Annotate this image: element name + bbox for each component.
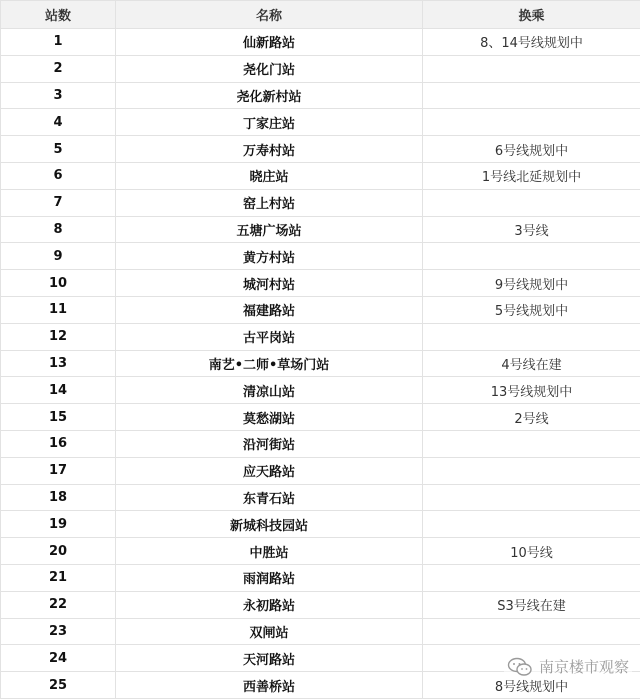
station-name-cell: 五塘广场站 (116, 216, 423, 243)
station-name-cell: 天河路站 (116, 645, 423, 672)
table-row (1, 538, 640, 565)
station-number-cell: 7 (1, 189, 116, 216)
station-name-cell: 莫愁湖站 (116, 404, 423, 431)
transfer-cell (423, 55, 640, 82)
station-number-cell: 5 (1, 136, 116, 163)
station-name-cell: 沿河街站 (116, 430, 423, 457)
station-name-cell: 万寿村站 (116, 136, 423, 163)
station-name-cell: 窑上村站 (116, 189, 423, 216)
transfer-cell: 10号线 (423, 538, 640, 565)
table-row (1, 618, 640, 645)
station-name-cell: 永初路站 (116, 591, 423, 618)
station-name-cell: 西善桥站 (116, 672, 423, 699)
header-station-number: 站数 (1, 1, 116, 29)
station-name-cell: 应天路站 (116, 457, 423, 484)
station-name-cell: 丁家庄站 (116, 109, 423, 136)
station-name-cell: 古平岗站 (116, 323, 423, 350)
table-row (1, 296, 640, 323)
station-name-cell: 新城科技园站 (116, 511, 423, 538)
station-number-cell: 20 (1, 538, 116, 565)
station-name-cell: 雨润路站 (116, 564, 423, 591)
station-name-cell: 东青石站 (116, 484, 423, 511)
table-row (1, 270, 640, 297)
table-row (1, 162, 640, 189)
table-row (1, 404, 640, 431)
station-name-cell: 晓庄站 (116, 162, 423, 189)
station-number-cell: 9 (1, 243, 116, 270)
station-name-cell: 中胜站 (116, 538, 423, 565)
station-number-cell: 1 (1, 29, 116, 56)
table-row (1, 82, 640, 109)
station-name-cell: 清凉山站 (116, 377, 423, 404)
transfer-cell: 9号线规划中 (423, 270, 640, 297)
transfer-cell (423, 457, 640, 484)
table-row (1, 243, 640, 270)
station-name-cell: 双闸站 (116, 618, 423, 645)
transfer-cell (423, 82, 640, 109)
station-number-cell: 8 (1, 216, 116, 243)
transfer-cell: 13号线规划中 (423, 377, 640, 404)
transfer-cell: 1号线北延规划中 (423, 162, 640, 189)
station-number-cell: 10 (1, 270, 116, 297)
table-row (1, 430, 640, 457)
station-number-cell: 15 (1, 404, 116, 431)
watermark (504, 655, 632, 678)
station-number-cell: 12 (1, 323, 116, 350)
table-row (1, 591, 640, 618)
header-transfer: 换乘 (423, 1, 640, 29)
transfer-cell: 8、14号线规划中 (423, 29, 640, 56)
transfer-cell: 5号线规划中 (423, 296, 640, 323)
station-number-cell: 22 (1, 591, 116, 618)
transfer-cell: 8号线规划中 (423, 672, 640, 699)
table-row (1, 511, 640, 538)
station-number-cell: 18 (1, 484, 116, 511)
table-row (1, 564, 640, 591)
station-number-cell: 17 (1, 457, 116, 484)
station-number-cell: 6 (1, 162, 116, 189)
station-name-cell: 城河村站 (116, 270, 423, 297)
transfer-cell (423, 618, 640, 645)
station-number-cell: 24 (1, 645, 116, 672)
station-number-cell: 23 (1, 618, 116, 645)
wechat-icon (507, 657, 533, 677)
station-number-cell: 21 (1, 564, 116, 591)
table-row (1, 189, 640, 216)
station-number-cell: 4 (1, 109, 116, 136)
station-number-cell: 14 (1, 377, 116, 404)
table-row (1, 216, 640, 243)
station-number-cell: 25 (1, 672, 116, 699)
table-row (1, 350, 640, 377)
header-station-name: 名称 (116, 1, 423, 29)
station-number-cell: 11 (1, 296, 116, 323)
transfer-cell (423, 511, 640, 538)
station-number-cell: 13 (1, 350, 116, 377)
table-row (1, 29, 640, 56)
transfer-cell (423, 484, 640, 511)
station-name-cell: 尧化新村站 (116, 82, 423, 109)
station-number-cell: 16 (1, 430, 116, 457)
transfer-cell: 3号线 (423, 216, 640, 243)
station-number-cell: 19 (1, 511, 116, 538)
transfer-cell: 4号线在建 (423, 350, 640, 377)
table-row (1, 457, 640, 484)
transfer-cell (423, 430, 640, 457)
table-header (1, 1, 640, 29)
table-row (1, 109, 640, 136)
table-row (1, 55, 640, 82)
station-name-cell: 尧化门站 (116, 55, 423, 82)
station-number-cell: 2 (1, 55, 116, 82)
table-row (1, 484, 640, 511)
transfer-cell (423, 243, 640, 270)
watermark-text: 南京楼市观察 (539, 656, 629, 677)
transfer-cell: 6号线规划中 (423, 136, 640, 163)
transfer-cell (423, 109, 640, 136)
header-row (1, 1, 640, 29)
station-name-cell: 仙新路站 (116, 29, 423, 56)
table-row (1, 377, 640, 404)
transfer-cell (423, 189, 640, 216)
transfer-cell (423, 323, 640, 350)
station-number-cell: 3 (1, 82, 116, 109)
transfer-cell: S3号线在建 (423, 591, 640, 618)
station-name-cell: 黄方村站 (116, 243, 423, 270)
transfer-cell: 2号线 (423, 404, 640, 431)
station-name-cell: 福建路站 (116, 296, 423, 323)
station-name-cell: 南艺•二师•草场门站 (116, 350, 423, 377)
table-row (1, 136, 640, 163)
transfer-cell (423, 564, 640, 591)
table-row (1, 323, 640, 350)
table-body (1, 29, 640, 699)
